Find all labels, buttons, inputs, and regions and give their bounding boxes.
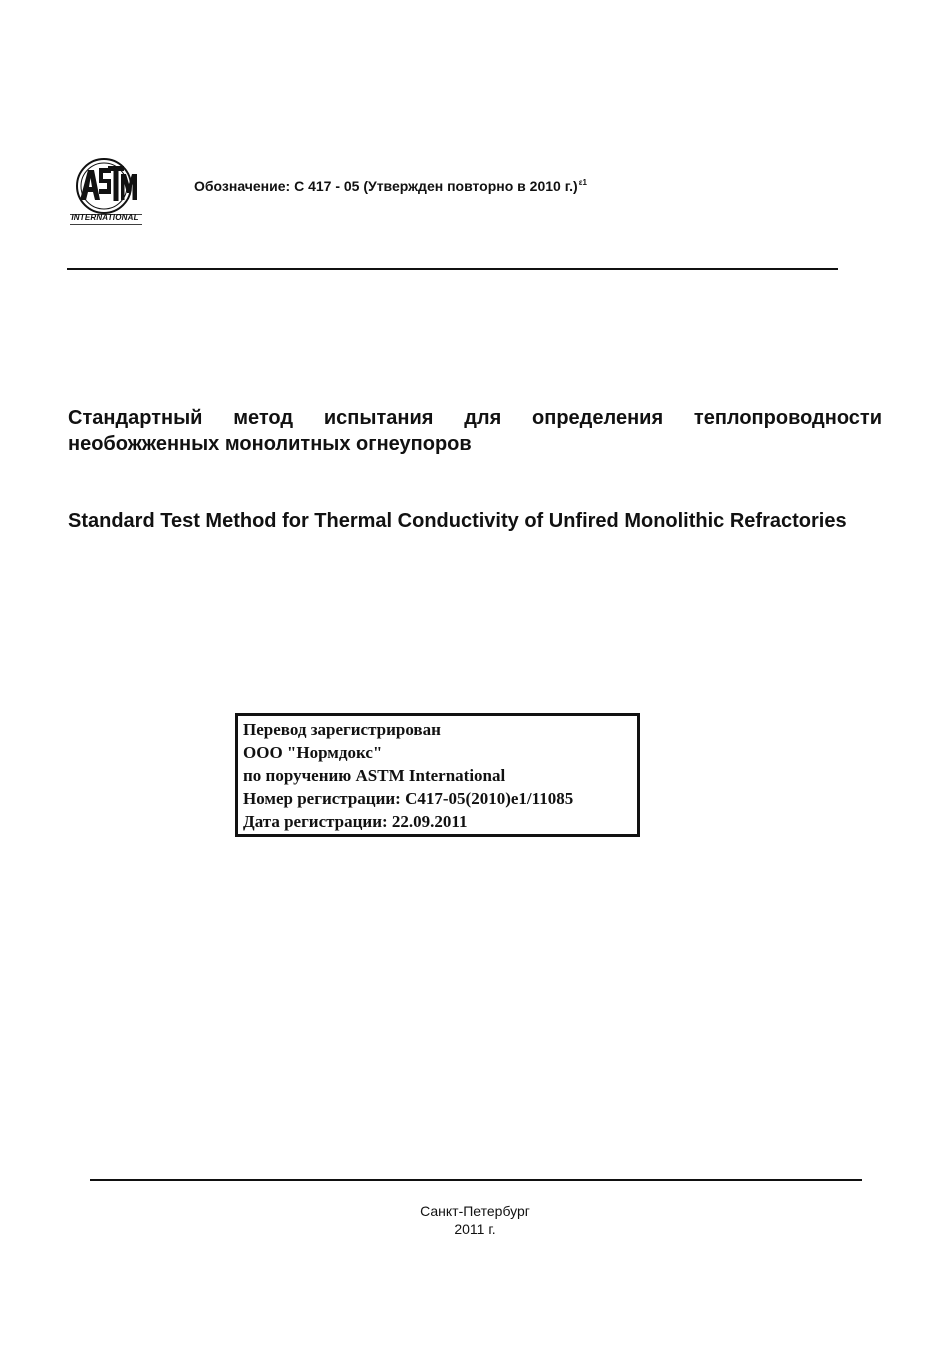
document-designation [194, 178, 587, 194]
title-russian: Стандартный метод испытания для определения теплопроводности необожженных монолитных огнеупоров [68, 407, 882, 455]
registration-number: Номер регистрации: C417-05(2010)e1/11085 [243, 789, 574, 808]
designation-superscript: ε1 [578, 178, 587, 187]
registration-box [235, 713, 640, 837]
header-divider [67, 268, 838, 270]
registration-line-3: по поручению ASTM International [243, 766, 506, 785]
logo-wordmark: INTERNATIONAL [71, 213, 139, 222]
footer-year: 2011 г. [454, 1221, 496, 1237]
registration-date: Дата регистрации: 22.09.2011 [243, 812, 468, 831]
footer-city: Санкт-Петербург [420, 1203, 530, 1219]
registration-line-1: Перевод зарегистрирован [243, 720, 441, 739]
designation-text: Обозначение: C 417 - 05 (Утвержден повторно в 2010 г.) [194, 178, 578, 194]
registration-line-2: ООО "Нормдокс" [243, 743, 383, 762]
footer-divider [90, 1179, 862, 1181]
title-english: Standard Test Method for Thermal Conductivity of Unfired Monolithic Refractories [68, 510, 847, 532]
